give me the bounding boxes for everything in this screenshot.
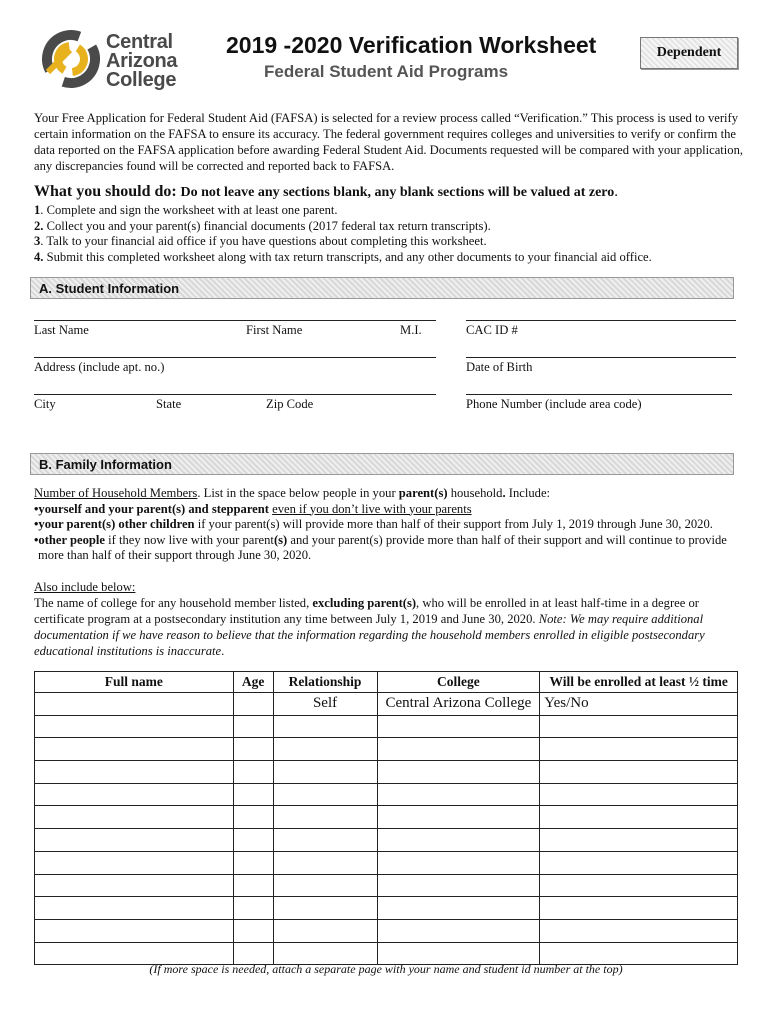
include-item-bold: •other people bbox=[34, 532, 105, 547]
table-cell[interactable] bbox=[540, 738, 738, 761]
household-intro-line bbox=[34, 486, 746, 502]
step-item bbox=[34, 203, 746, 219]
include-item-text: and your parent(s) provide more than half of their support and will continue to provide bbox=[287, 532, 727, 547]
what-heading-instruction: Do not leave any sections blank, any blank sections will be valued at zero bbox=[180, 185, 615, 200]
table-cell[interactable] bbox=[540, 806, 738, 829]
table-row bbox=[35, 897, 738, 920]
table-cell[interactable] bbox=[540, 874, 738, 897]
address-line[interactable] bbox=[34, 357, 436, 358]
also-include-end: . bbox=[221, 644, 225, 658]
step-item bbox=[34, 250, 746, 266]
last-name-label: Last Name bbox=[34, 323, 89, 337]
cell-relationship[interactable]: Self bbox=[273, 693, 377, 716]
name-line[interactable] bbox=[34, 320, 436, 321]
step-number: 4. bbox=[34, 249, 44, 264]
state-label: State bbox=[156, 397, 182, 411]
household-members-heading: Number of Household Members bbox=[34, 486, 198, 500]
table-cell[interactable] bbox=[273, 874, 377, 897]
what-heading-period: . bbox=[614, 184, 618, 200]
household-text-bold: . bbox=[502, 486, 506, 500]
col-age: Age bbox=[233, 672, 273, 693]
table-cell[interactable] bbox=[233, 715, 273, 738]
also-include-paragraph bbox=[34, 579, 746, 659]
table-cell[interactable] bbox=[540, 851, 738, 874]
table-cell[interactable] bbox=[233, 806, 273, 829]
household-text: Include: bbox=[505, 486, 551, 500]
table-cell[interactable] bbox=[233, 783, 273, 806]
table-cell[interactable] bbox=[233, 851, 273, 874]
table-cell[interactable] bbox=[35, 829, 234, 852]
table-cell[interactable] bbox=[540, 897, 738, 920]
table-cell[interactable] bbox=[35, 738, 234, 761]
address-label: Address (include apt. no.) bbox=[34, 360, 165, 374]
table-row bbox=[35, 851, 738, 874]
household-text-bold: parent(s) bbox=[398, 486, 448, 500]
col-college: College bbox=[377, 672, 540, 693]
household-text: . List in the space below people in your bbox=[197, 486, 399, 500]
table-cell[interactable] bbox=[377, 829, 540, 852]
table-cell[interactable] bbox=[35, 897, 234, 920]
phone-line[interactable] bbox=[466, 394, 732, 395]
cell-college[interactable]: Central Arizona College bbox=[377, 693, 540, 716]
dob-label: Date of Birth bbox=[466, 360, 533, 374]
household-members-table bbox=[34, 671, 738, 965]
table-cell[interactable] bbox=[377, 783, 540, 806]
table-cell[interactable] bbox=[35, 761, 234, 784]
table-cell[interactable] bbox=[540, 783, 738, 806]
table-cell[interactable] bbox=[540, 829, 738, 852]
include-item-continuation: more than half of their support through June 30, 2020. bbox=[38, 548, 312, 562]
step-text: . Talk to your financial aid office if you have questions about completing this worksheet. bbox=[40, 234, 487, 248]
table-row bbox=[35, 829, 738, 852]
table-cell[interactable] bbox=[273, 738, 377, 761]
logo-text-line-3: College bbox=[106, 69, 177, 91]
table-row bbox=[35, 919, 738, 942]
what-heading-label: What you should do: bbox=[34, 183, 177, 200]
table-cell[interactable] bbox=[273, 851, 377, 874]
table-cell[interactable] bbox=[377, 806, 540, 829]
table-cell[interactable] bbox=[35, 851, 234, 874]
include-item-other-people bbox=[34, 533, 746, 549]
include-item-children bbox=[34, 517, 746, 533]
table-cell[interactable] bbox=[540, 715, 738, 738]
table-cell[interactable] bbox=[377, 897, 540, 920]
page-subtitle: Federal Student Aid Programs bbox=[264, 62, 509, 81]
what-you-should-do-heading bbox=[34, 183, 746, 201]
table-cell[interactable] bbox=[35, 783, 234, 806]
table-cell[interactable] bbox=[233, 761, 273, 784]
table-cell[interactable] bbox=[273, 783, 377, 806]
zip-label: Zip Code bbox=[266, 397, 314, 411]
table-cell[interactable] bbox=[273, 829, 377, 852]
table-cell[interactable] bbox=[273, 715, 377, 738]
table-row bbox=[35, 738, 738, 761]
table-row bbox=[35, 693, 738, 716]
table-cell[interactable] bbox=[273, 761, 377, 784]
include-item-bold: •yourself and your parent(s) and stepparent bbox=[34, 501, 269, 516]
table-cell[interactable] bbox=[233, 738, 273, 761]
footnote: (If more space is needed, attach a separate page with your name and student id number at the top) bbox=[149, 962, 623, 976]
table-cell[interactable] bbox=[377, 851, 540, 874]
also-include-bold: excluding parent(s) bbox=[312, 596, 417, 610]
step-text: . Complete and sign the worksheet with at least one parent. bbox=[40, 203, 338, 217]
household-instructions bbox=[34, 486, 746, 564]
table-cell[interactable] bbox=[35, 715, 234, 738]
step-number: 2. bbox=[34, 218, 44, 233]
step-number: 3 bbox=[34, 234, 41, 248]
also-include-heading: Also include below: bbox=[34, 580, 136, 594]
table-cell[interactable] bbox=[273, 806, 377, 829]
step-number: 1 bbox=[34, 203, 41, 217]
step-text: Submit this completed worksheet along with tax return transcripts, and any other documents to your financial aid office. bbox=[43, 249, 652, 264]
include-item-bold: •your parent(s) other children bbox=[34, 517, 195, 531]
also-include-note: Note: We may require additional documentation if we have reason to believe that the information regarding the household members enrolled in eligible postsecondary educational institutions is inaccurate bbox=[34, 612, 705, 658]
step-item bbox=[34, 234, 746, 250]
college-logo-icon bbox=[40, 28, 102, 90]
city-label: City bbox=[34, 397, 56, 411]
table-cell[interactable] bbox=[540, 761, 738, 784]
table-row bbox=[35, 806, 738, 829]
phone-label: Phone Number (include area code) bbox=[466, 397, 642, 411]
table-cell[interactable] bbox=[35, 919, 234, 942]
include-item-underlined: even if you don’t live with your parents bbox=[272, 501, 472, 516]
table-cell[interactable] bbox=[273, 919, 377, 942]
table-row bbox=[35, 715, 738, 738]
table-row bbox=[35, 783, 738, 806]
include-item-bold: (s) bbox=[273, 532, 288, 547]
first-name-label: First Name bbox=[246, 323, 303, 337]
table-cell[interactable] bbox=[540, 919, 738, 942]
steps-list bbox=[34, 203, 746, 265]
include-item-yourself bbox=[34, 502, 746, 518]
section-b-header: B. Family Information bbox=[30, 453, 734, 475]
table-cell[interactable] bbox=[377, 919, 540, 942]
cac-id-label: CAC ID # bbox=[466, 323, 518, 337]
page-title: 2019 -2020 Verification Worksheet bbox=[226, 32, 597, 58]
table-cell[interactable] bbox=[233, 829, 273, 852]
mi-label: M.I. bbox=[400, 323, 422, 337]
table-row bbox=[35, 874, 738, 897]
dob-line[interactable] bbox=[466, 357, 736, 358]
table-cell[interactable] bbox=[273, 897, 377, 920]
table-cell[interactable] bbox=[377, 738, 540, 761]
include-item-text: if your parent(s) will provide more than half of their support from July 1, 2019 through June 30, 2020. bbox=[194, 517, 713, 531]
table-cell[interactable] bbox=[233, 897, 273, 920]
col-enrolled: Will be enrolled at least ½ time bbox=[540, 672, 738, 693]
step-text: Collect you and your parent(s) financial documents (2017 federal tax return transcripts). bbox=[43, 218, 491, 233]
table-cell[interactable] bbox=[233, 919, 273, 942]
college-logo bbox=[36, 22, 188, 98]
col-full-name: Full name bbox=[35, 672, 234, 693]
logo-text-line-2: Arizona bbox=[106, 50, 178, 72]
also-include-text: The name of college for any household member listed, bbox=[34, 596, 313, 610]
col-relationship: Relationship bbox=[273, 672, 377, 693]
cac-id-line[interactable] bbox=[466, 320, 736, 321]
table-cell[interactable] bbox=[233, 874, 273, 897]
cell-enrolled[interactable]: Yes/No bbox=[540, 693, 738, 716]
cell-age[interactable] bbox=[233, 693, 273, 716]
table-cell[interactable] bbox=[377, 715, 540, 738]
table-cell[interactable] bbox=[377, 874, 540, 897]
city-state-zip-line[interactable] bbox=[34, 394, 436, 395]
dependent-badge: Dependent bbox=[640, 37, 738, 69]
table-row bbox=[35, 761, 738, 784]
logo-text-line-1: Central bbox=[106, 31, 173, 53]
cell-full-name[interactable] bbox=[35, 693, 234, 716]
table-cell[interactable] bbox=[35, 874, 234, 897]
include-item-text: if they now live with your parent bbox=[105, 532, 274, 547]
household-text: household bbox=[447, 486, 503, 500]
section-a-header: A. Student Information bbox=[30, 277, 734, 299]
intro-paragraph: Your Free Application for Federal Student Aid (FAFSA) is selected for a review process called “Verification.” This process is used to verify certain information on the FAFSA to ensure its accuracy. The federal government requires colleges and universities to verify or confirm the data reported on the FAFSA application before awarding Federal Student Aid. Documents requested will be compared with your application, any discrepancies found will be corrected and reported back to FAFSA. bbox=[34, 111, 744, 173]
table-header-row bbox=[35, 672, 738, 693]
step-item bbox=[34, 219, 746, 235]
table-cell[interactable] bbox=[35, 806, 234, 829]
table-cell[interactable] bbox=[377, 761, 540, 784]
also-include-text: , who will be enrolled in at least half-time in a degree or certificate program at a postsecondary institution any time between July 1, 2019 and June 30, 2020. bbox=[34, 596, 699, 626]
